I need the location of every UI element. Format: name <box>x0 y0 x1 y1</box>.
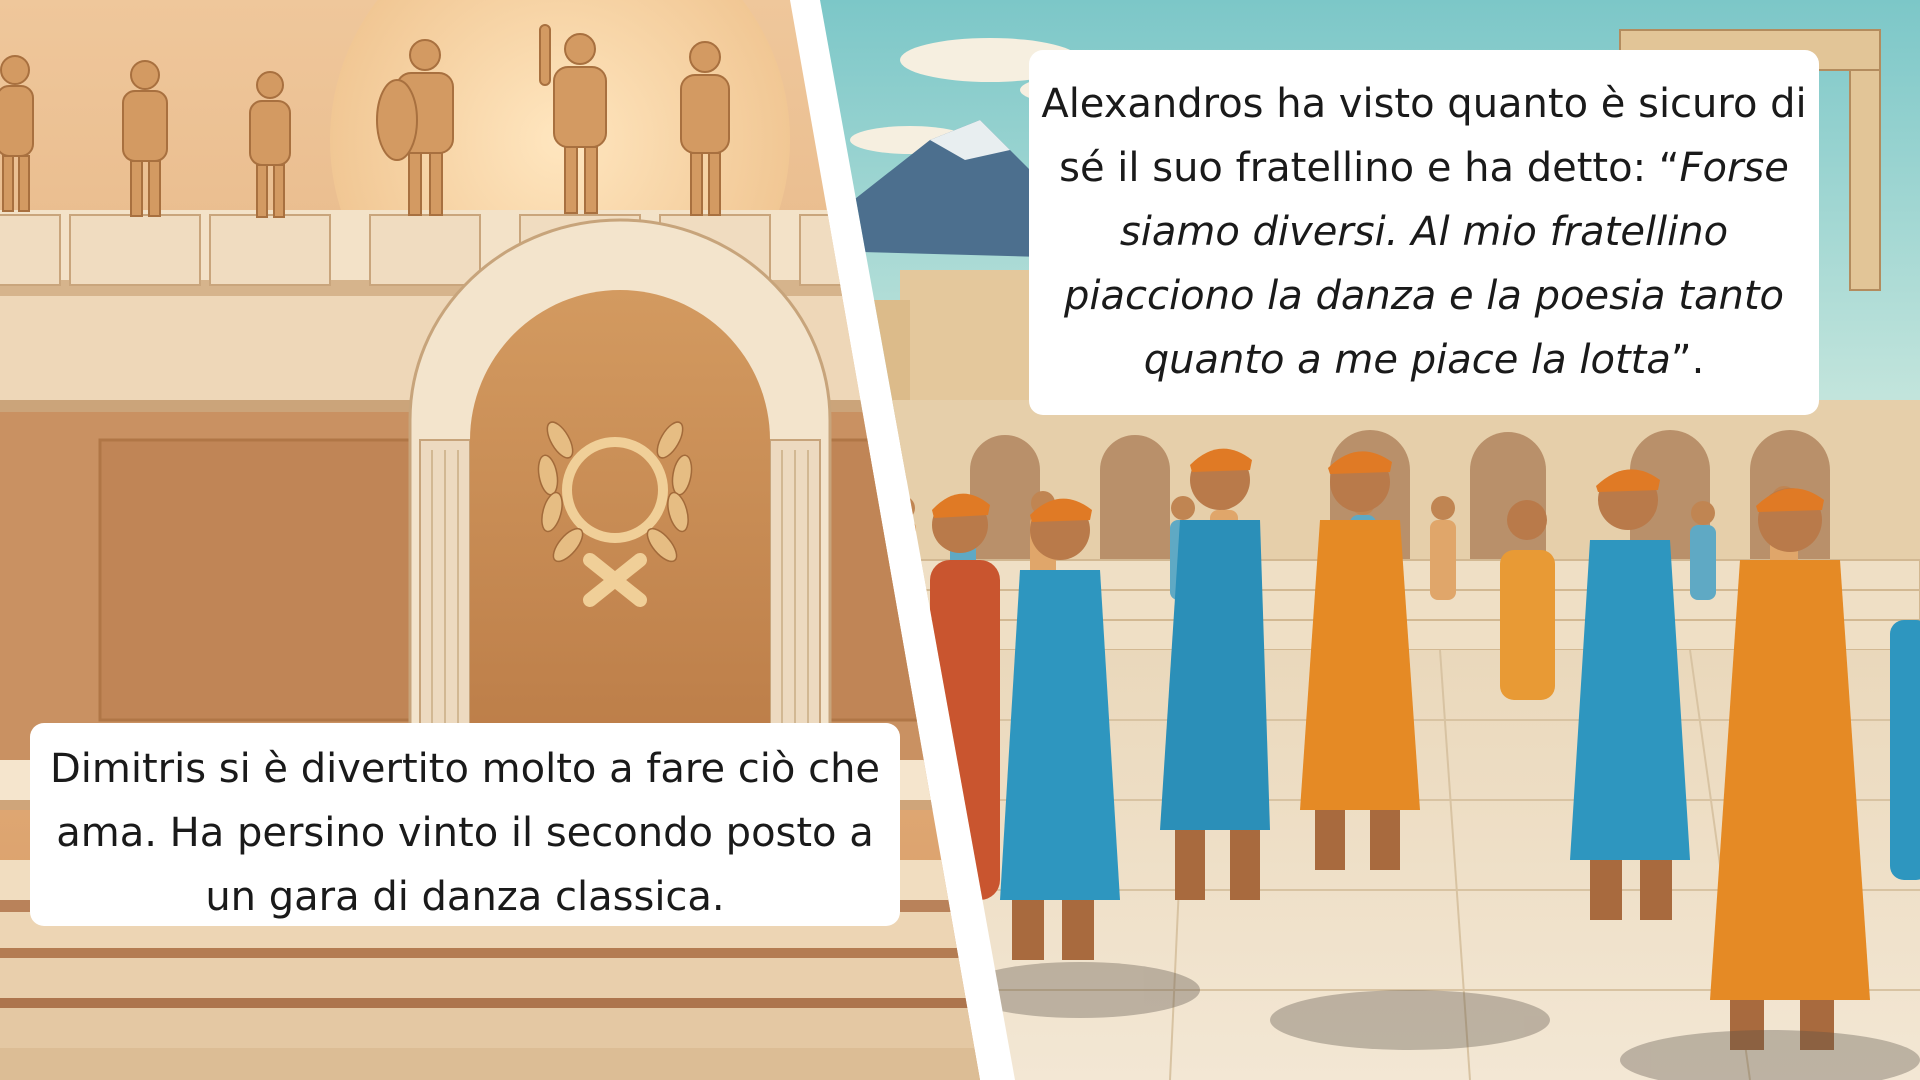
caption-text-right-quote: Forse siamo diversi. Al mio fratellino piacciono la danza e la poesia tanto quanto a me piace la lotta <box>1064 145 1789 383</box>
caption-box-right <box>1029 50 1819 415</box>
caption-box-left <box>30 723 900 926</box>
caption-text-left: Dimitris si è divertito molto a fare ciò che ama. Ha persino vinto il secondo posto a un gara di danza classica. <box>49 746 881 920</box>
caption-text-right-end: ”. <box>1670 337 1705 383</box>
caption-text-right-intro: Alexandros ha visto quanto è sicuro di sé il suo fratellino e ha detto: “ <box>1041 81 1807 191</box>
